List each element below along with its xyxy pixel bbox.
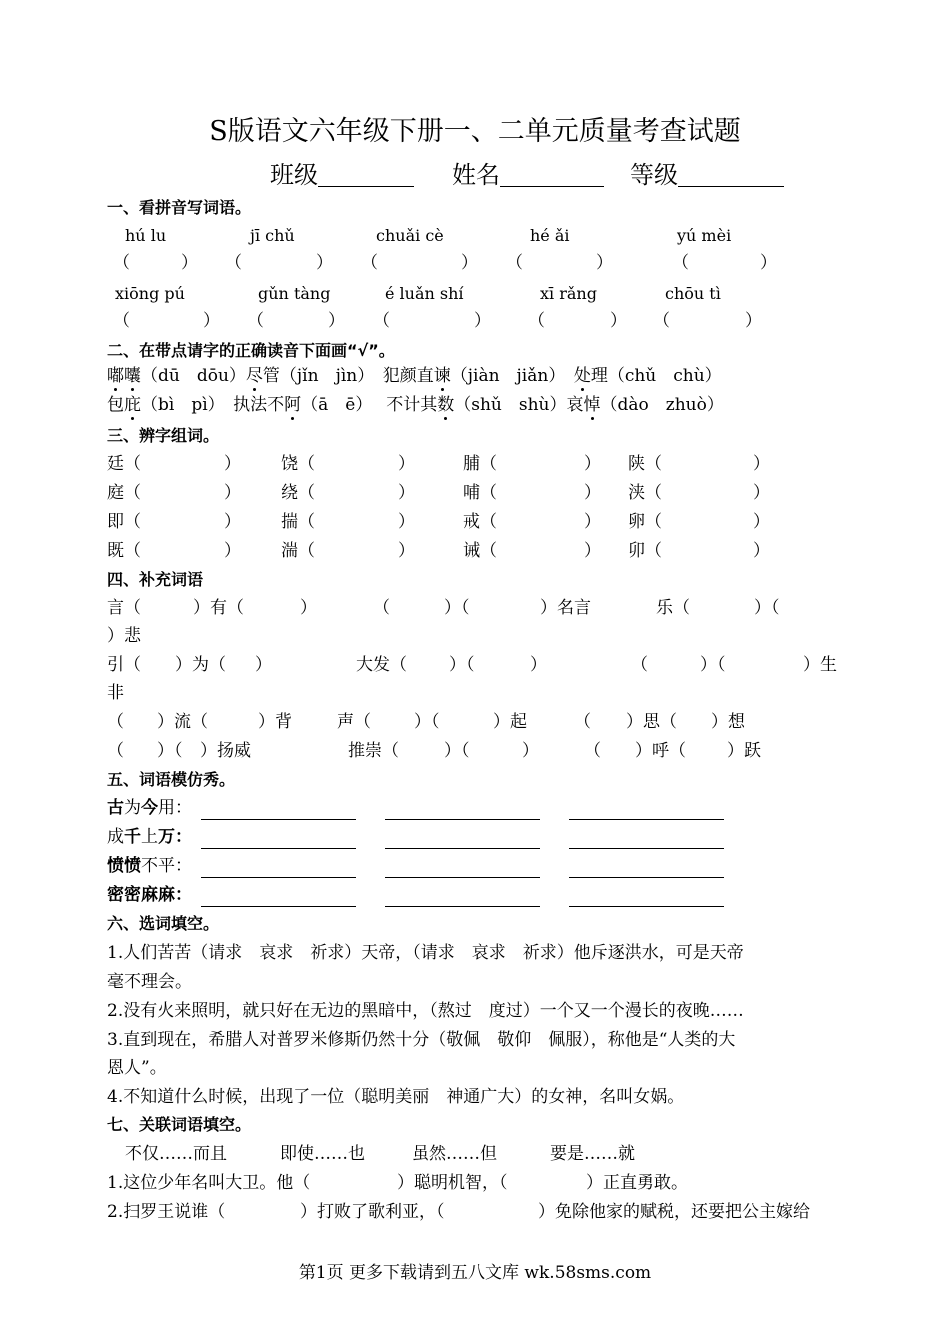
answer-paren[interactable]: ） [753, 512, 770, 532]
connector-option: 虽然……但 [412, 1144, 497, 1164]
pinyin: xī rǎng [540, 284, 597, 303]
idiom-fragment: （ [631, 655, 648, 675]
answer-paren[interactable]: （ [373, 311, 390, 331]
answer-paren[interactable]: ） [584, 541, 601, 561]
pinyin: gǔn tàng [258, 284, 331, 303]
pinyin: xiōng pú [115, 284, 185, 303]
idiom-fragment: 言（ [107, 598, 141, 618]
answer-paren[interactable]: （ [506, 253, 523, 273]
answer-paren[interactable]: ） [224, 454, 241, 474]
idiom-fragment: ）流（ [157, 712, 208, 732]
class-label: 班级 [270, 163, 414, 187]
grade-label: 等级 [630, 163, 784, 187]
model-word: 成千上万： [107, 827, 192, 847]
answer-paren[interactable]: （ [113, 253, 130, 273]
char-group: 陕（ [628, 454, 662, 474]
answer-paren[interactable]: （ [113, 311, 130, 331]
idiom-fragment: 声（ [337, 712, 371, 732]
section6-heading: 六、选词填空。 [107, 914, 220, 933]
question-text: ）免除他家的赋税，还要把公主嫁给 [538, 1202, 810, 1222]
fill-blank[interactable] [385, 876, 540, 878]
idiom-fragment: ）名言 [540, 598, 591, 618]
pinyin: jī chǔ [250, 226, 295, 245]
connector-option: 不仅……而且 [125, 1144, 227, 1164]
char-group: 卯（ [628, 541, 662, 561]
char-group: 戒（ [463, 512, 497, 532]
char-group: 湍（ [281, 541, 315, 561]
idiom-fragment: ）背 [258, 712, 292, 732]
model-word: 古为今用： [107, 798, 192, 818]
answer-paren[interactable]: ） [224, 512, 241, 532]
idiom-fragment: ）（ [444, 598, 470, 618]
answer-paren[interactable]: ） [596, 253, 613, 273]
question-text: 毫不理会。 [107, 972, 192, 992]
answer-paren[interactable]: （ [528, 311, 545, 331]
char-group: 庭（ [107, 483, 141, 503]
idiom-fragment: ）（ [754, 598, 780, 618]
idiom-fragment: 引（ [107, 655, 141, 675]
idiom-fragment: ）为（ [175, 655, 226, 675]
idiom-fragment: ）（ [444, 741, 470, 761]
idiom-fragment: ）扬威 [200, 741, 251, 761]
idiom-fragment: ）呼（ [635, 741, 686, 761]
answer-paren[interactable]: ） [181, 253, 198, 273]
char-group: 即（ [107, 512, 141, 532]
pronunciation-line-1: 嘟囔（dū dōu）尽管（jǐn jìn） 犯颜直谏（jiàn jiǎn） 处理（chǔ chù） [107, 366, 722, 386]
answer-paren[interactable]: ） [584, 483, 601, 503]
fill-blank[interactable] [569, 905, 724, 907]
question-text: 4.不知道什么时候，出现了一位（聪明美丽 神通广大）的女神，名叫女娲。 [107, 1087, 685, 1107]
answer-paren[interactable]: ） [474, 311, 491, 331]
answer-paren[interactable]: ） [610, 311, 627, 331]
answer-paren[interactable]: ） [461, 253, 478, 273]
idiom-fragment: ）悲 [107, 626, 141, 646]
fill-blank[interactable] [569, 876, 724, 878]
char-group: 浃（ [628, 483, 662, 503]
connector-option: 要是……就 [550, 1144, 635, 1164]
fill-blank[interactable] [201, 818, 356, 820]
question-text: 2.没有火来照明，就只好在无边的黑暗中，（熬过 度过）一个又一个漫长的夜晚…… [107, 1001, 744, 1021]
fill-blank[interactable] [385, 818, 540, 820]
fill-blank[interactable] [569, 818, 724, 820]
fill-blank[interactable] [569, 847, 724, 849]
idiom-fragment: ）生 [803, 655, 837, 675]
pinyin: hú lu [125, 226, 167, 245]
idiom-fragment: （ [584, 741, 601, 761]
answer-paren[interactable]: ） [203, 311, 220, 331]
grade-blank[interactable] [678, 164, 784, 187]
question-text: ）正直勇敢。 [586, 1173, 688, 1193]
answer-paren[interactable]: ） [760, 253, 777, 273]
idiom-fragment: ）有（ [193, 598, 244, 618]
answer-paren[interactable]: ） [224, 483, 241, 503]
class-blank[interactable] [318, 164, 414, 187]
section3-heading: 三、辨字组词。 [107, 426, 220, 445]
idiom-fragment: ）起 [493, 712, 527, 732]
idiom-fragment: ）（ [414, 712, 440, 732]
answer-paren[interactable]: ） [328, 311, 345, 331]
idiom-fragment: ） [300, 598, 317, 618]
answer-paren[interactable]: ） [316, 253, 333, 273]
answer-paren[interactable]: ） [753, 483, 770, 503]
question-text: 恩人”。 [107, 1058, 167, 1078]
char-group: 哺（ [463, 483, 497, 503]
question-text: ）聪明机智，（ [397, 1173, 508, 1193]
answer-paren[interactable]: ） [224, 541, 241, 561]
idiom-fragment: ） [522, 741, 539, 761]
section5-heading: 五、词语模仿秀。 [107, 770, 236, 789]
pronunciation-line-2: 包庇（bì pì） 执法不阿（ā ē） 不计其数（shǔ shù）哀悼（dào zhuò） [107, 395, 724, 415]
question-text: 1.人们苦苦（请求 哀求 祈求）天帝，（请求 哀求 祈求）他斥逐洪水，可是天帝 [107, 943, 744, 963]
section4-heading: 四、补充词语 [107, 570, 204, 589]
fill-blank[interactable] [201, 876, 356, 878]
model-word: 密密麻麻： [107, 885, 192, 905]
fill-blank[interactable] [201, 847, 356, 849]
idiom-fragment: ）思（ [626, 712, 677, 732]
idiom-fragment: ）（ [449, 655, 475, 675]
char-group: 诫（ [463, 541, 497, 561]
question-text: 1.这位少年名叫大卫。他（ [107, 1173, 311, 1193]
char-group: 卵（ [628, 512, 662, 532]
answer-paren[interactable]: ） [398, 454, 415, 474]
name-blank[interactable] [500, 164, 604, 187]
section7-heading: 七、关联词语填空。 [107, 1115, 252, 1134]
answer-paren[interactable]: （ [653, 311, 670, 331]
model-word: 愤愤不平： [107, 856, 192, 876]
char-group: 饶（ [281, 454, 315, 474]
answer-paren[interactable]: ） [398, 541, 415, 561]
idiom-fragment: ）（ [700, 655, 726, 675]
idiom-fragment: （ [373, 598, 390, 618]
section1-heading: 一、看拼音写词语。 [107, 198, 252, 217]
page-footer: 第1页 更多下载请到五八文库 wk.58sms.com [298, 1263, 652, 1283]
pinyin: é luǎn shí [385, 284, 464, 303]
char-group: 廷（ [107, 454, 141, 474]
answer-paren[interactable]: ） [753, 541, 770, 561]
fill-blank[interactable] [201, 905, 356, 907]
fill-blank[interactable] [385, 905, 540, 907]
page-title: S版语文六年级下册一、二单元质量考查试题 [209, 116, 741, 147]
answer-paren[interactable]: （ [225, 253, 242, 273]
answer-paren[interactable]: ） [398, 483, 415, 503]
question-text: ）打败了歌利亚，（ [300, 1202, 445, 1222]
idiom-fragment: （ [107, 712, 124, 732]
fill-blank[interactable] [385, 847, 540, 849]
char-group: 既（ [107, 541, 141, 561]
idiom-fragment: ） [530, 655, 547, 675]
question-text: 2.扫罗王说谁（ [107, 1202, 226, 1222]
name-label: 姓名 [452, 163, 604, 187]
char-group: 脯（ [463, 454, 497, 474]
answer-paren[interactable]: （ [247, 311, 264, 331]
pinyin: chōu tì [665, 284, 721, 303]
idiom-fragment: （ [107, 741, 124, 761]
idiom-fragment: ）想 [711, 712, 745, 732]
answer-paren[interactable]: ） [584, 454, 601, 474]
answer-paren[interactable]: ） [753, 454, 770, 474]
char-group: 绕（ [281, 483, 315, 503]
idiom-fragment: 乐（ [656, 598, 690, 618]
pinyin: chuǎi cè [376, 226, 444, 245]
answer-paren[interactable]: （ [672, 253, 689, 273]
answer-paren[interactable]: ） [745, 311, 762, 331]
idiom-fragment: ）（ [157, 741, 183, 761]
idiom-fragment: ） [255, 655, 272, 675]
idiom-fragment: 推崇（ [348, 741, 399, 761]
pinyin: yú mèi [677, 226, 732, 245]
question-text: 3.直到现在，希腊人对普罗米修斯仍然十分（敬佩 敬仰 佩服），称他是“人类的大 [107, 1030, 736, 1050]
char-group: 揣（ [281, 512, 315, 532]
idiom-fragment: 大发（ [356, 655, 407, 675]
answer-paren[interactable]: ） [398, 512, 415, 532]
section2-heading: 二、在带点请字的正确读音下面画“√”。 [107, 341, 395, 360]
pinyin: hé ǎi [530, 226, 570, 245]
answer-paren[interactable]: ） [584, 512, 601, 532]
idiom-fragment: ）跃 [727, 741, 761, 761]
answer-paren[interactable]: （ [361, 253, 378, 273]
idiom-fragment: （ [574, 712, 591, 732]
connector-option: 即使……也 [280, 1144, 365, 1164]
idiom-fragment: 非 [107, 683, 124, 703]
